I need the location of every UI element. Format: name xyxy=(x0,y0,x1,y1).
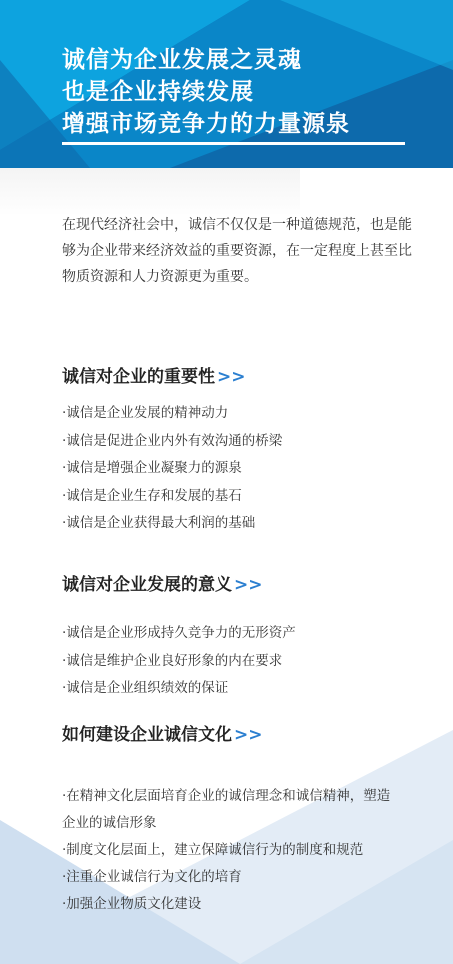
importance-list xyxy=(62,400,422,538)
list-item: ·制度文化层面上，建立保障诚信行为的制度和规范 xyxy=(62,842,364,858)
intro-paragraph: 在现代经济社会中，诚信不仅仅是一种道德规范，也是能够为企业带来经济效益的重要资源，在一定程度上甚至比物质资源和人力资源更为重要。 xyxy=(62,217,412,285)
list-item: ·注重企业诚信行为文化的培育 xyxy=(62,869,242,885)
list-item: ·诚信是企业形成持久竞争力的无形资产 xyxy=(62,625,296,641)
section-title-importance: 诚信对企业的重要性 >> xyxy=(62,367,246,387)
list-item: ·诚信是增强企业凝聚力的源泉 xyxy=(62,460,242,476)
significance-list xyxy=(62,620,422,703)
building-list xyxy=(62,783,392,918)
arrows-icon: >> xyxy=(217,367,246,387)
section-title-significance: 诚信对企业发展的意义 >> xyxy=(62,575,263,595)
arrows-icon: >> xyxy=(234,725,263,745)
list-item: ·加强企业物质文化建设 xyxy=(62,896,202,912)
list-item: ·诚信是维护企业良好形象的内在要求 xyxy=(62,652,283,669)
list-item: ·在精神文化层面培育企业的诚信理念和诚信精神，塑造企业的诚信形象 xyxy=(62,788,391,831)
intro-fade-background xyxy=(0,168,300,216)
list-item: ·诚信是促进企业内外有效沟通的桥梁 xyxy=(62,432,283,449)
header-title xyxy=(62,44,350,140)
title-line: 诚信为企业发展之灵魂 xyxy=(62,47,302,73)
header-banner xyxy=(0,0,453,168)
list-item: ·诚信是企业组织绩效的保证 xyxy=(62,680,229,696)
list-item: ·诚信是企业生存和发展的基石 xyxy=(62,487,242,504)
list-item: ·诚信是企业发展的精神动力 xyxy=(62,405,229,421)
title-line: 增强市场竞争力的力量源泉 xyxy=(62,111,350,137)
section-title-building: 如何建设企业诚信文化 >> xyxy=(62,725,263,745)
title-line: 也是企业持续发展 xyxy=(62,79,254,105)
arrows-icon: >> xyxy=(234,575,263,595)
title-underline xyxy=(62,142,405,145)
list-item: ·诚信是企业获得最大利润的基础 xyxy=(62,515,256,531)
